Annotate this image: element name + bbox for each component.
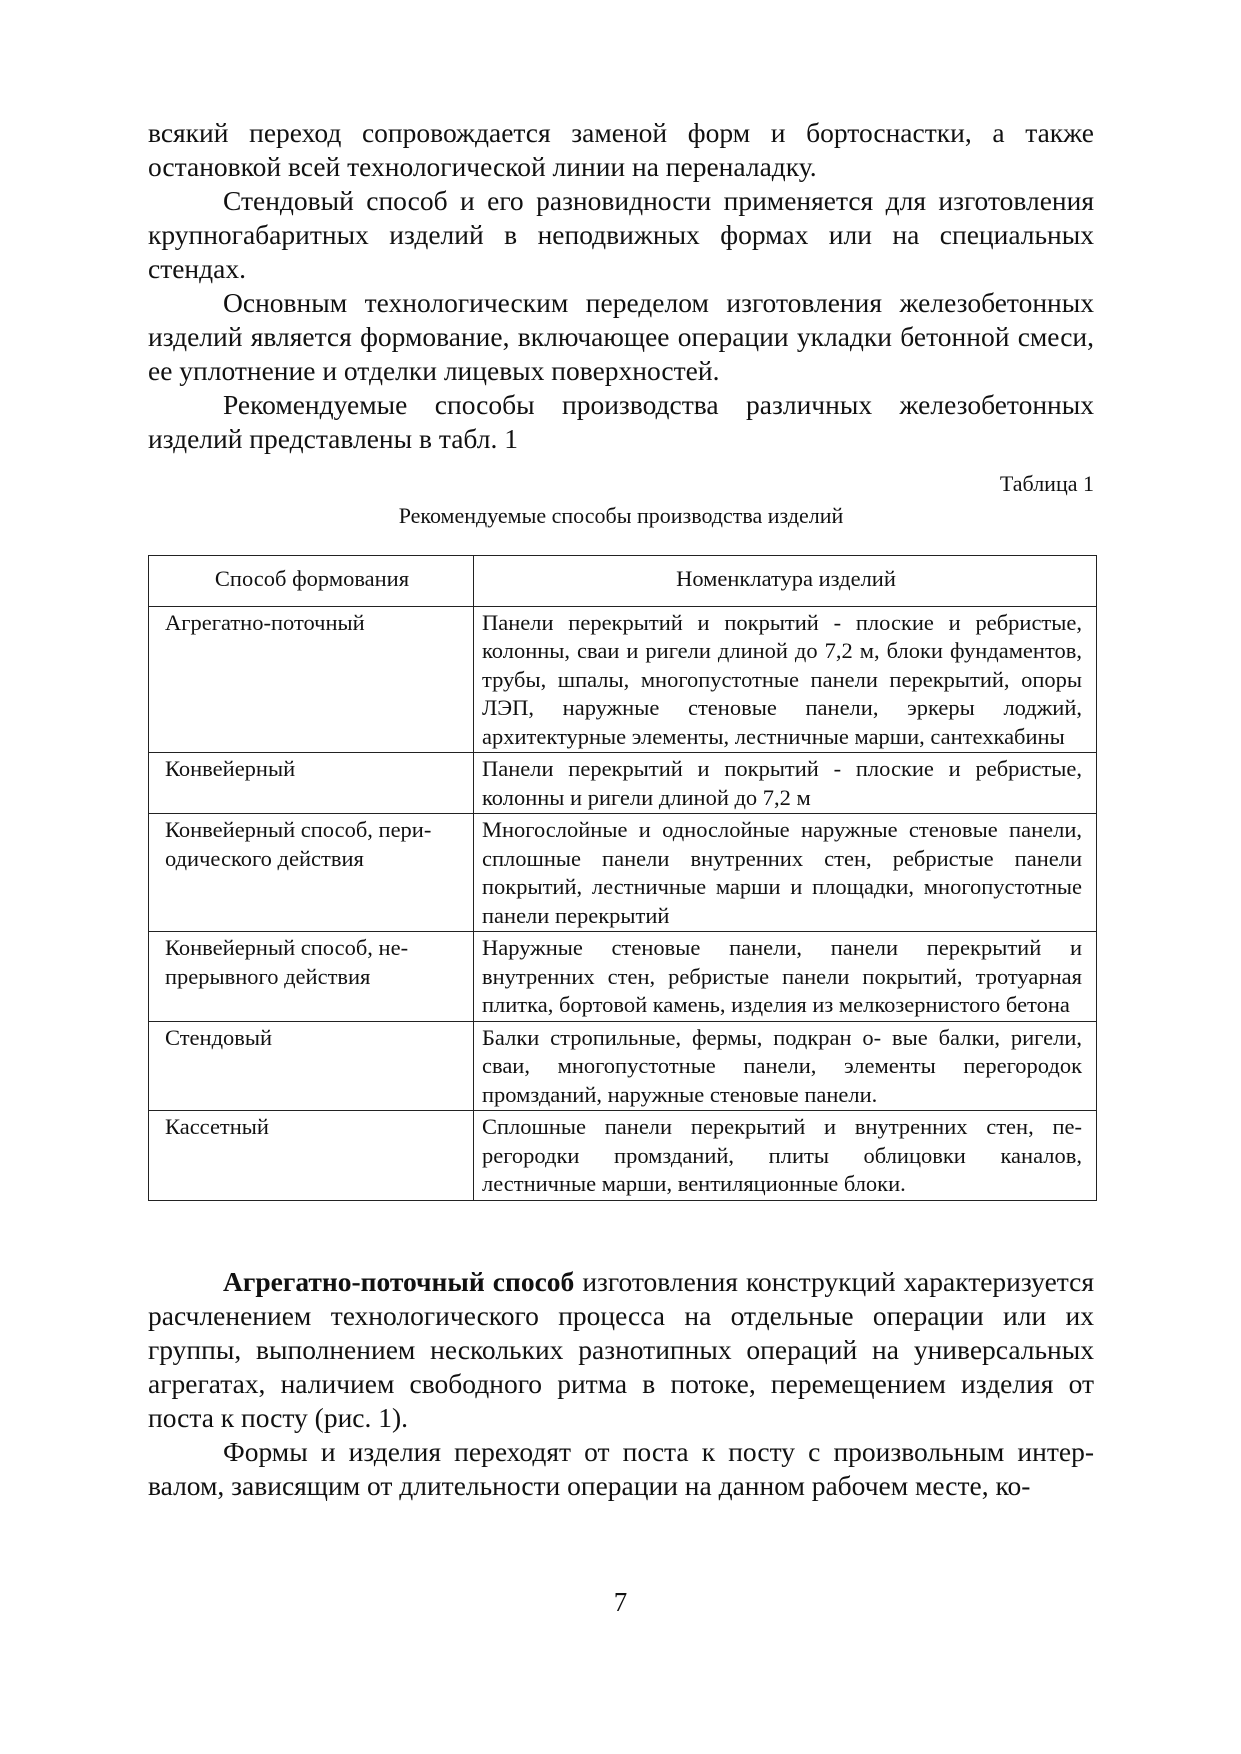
- cell-products: Балки стропильные, фермы, подкран о- вые балки, ригели, сваи, многопустотные панели, элементы перегородок промзданий, наружные стеновые панели.: [474, 1021, 1097, 1111]
- table-row: [149, 814, 1097, 932]
- paragraph-3: Основным технологическим переделом изготовления железобетонных изделий является формование, включающее операции укладки бетонной смеси, ее уплотнение и отделки лицевых поверхностей.: [148, 287, 1094, 386]
- table-row: [149, 753, 1097, 814]
- cell-products: Панели перекрытий и покрытий - плоские и ребристые, колонны и ригели длиной до 7,2 м: [474, 753, 1097, 814]
- table-row: [149, 606, 1097, 753]
- cell-method: Конвейерный: [149, 753, 474, 814]
- paragraph-1: всякий переход сопровождается заменой форм и бортоснастки, а также остановкой всей технологической линии на переналадку.: [148, 117, 1094, 182]
- cell-products: Сплошные панели перекрытий и внутренних стен, перегородки промзданий, плиты облицовки каналов, лестничные марши, вентиляционные блоки.: [474, 1111, 1097, 1201]
- table-title: Рекомендуемые способы производства изделий: [398, 503, 844, 528]
- table-number: Таблица 1: [999, 471, 1094, 496]
- cell-products: Многослойные и однослойные наружные стеновые панели, сплошные панели внутренних стен, ребристые панели покрытий, лестничные марши и площадки, многопустотные панели перекрытий: [474, 814, 1097, 932]
- table-row: [149, 1111, 1097, 1201]
- bold-term: Агрегатно-поточный способ: [223, 1265, 575, 1297]
- paragraph-aggregate-method: [148, 1265, 1094, 1435]
- column-header-method: Способ формования: [149, 556, 474, 607]
- cell-method: Стендовый: [149, 1021, 474, 1111]
- table-row: [149, 1021, 1097, 1111]
- cell-products: Наружные стеновые панели, панели перекрытий и внутренних стен, ребристые панели покрытий, тротуарная плитка, бортовой камень, изделия из мелкозернистого бетона: [474, 932, 1097, 1022]
- paragraph-4: Рекомендуемые способы производства различных железобетонных изделий представлены в табл. 1: [148, 389, 1094, 454]
- cell-products: Панели перекрытий и покрытий - плоские и ребристые, колонны, сваи и ригели длиной до 7,2 м, блоки фундаментов, трубы, шпалы, многопустотные панели перекрытий, опоры ЛЭП, наружные стеновые панели, эркеры лоджий, архитектурные элементы, лестничные марши, сантехкабины: [474, 606, 1097, 753]
- paragraph-last: Формы и изделия переходят от поста к посту с произвольным интервалом, зависящим от длительности операции на данном рабочем месте, ко-: [148, 1435, 1094, 1501]
- page-content: [148, 116, 1094, 1503]
- cell-method: Агрегатно-поточный: [149, 606, 474, 753]
- cell-method: Конвейерный способ, периодического действия: [149, 814, 474, 932]
- column-header-products: Номенклатура изделий: [474, 556, 1097, 607]
- table-row: [149, 932, 1097, 1022]
- cell-method: Конвейерный способ, непрерывного действия: [149, 932, 474, 1022]
- table-header-row: [149, 556, 1097, 607]
- paragraph-2: Стендовый способ и его разновидности применяется для изготовления крупногабаритных изделий в неподвижных формах или на специальных стендах.: [148, 185, 1094, 284]
- cell-method: Кассетный: [149, 1111, 474, 1201]
- methods-table: [148, 555, 1097, 1201]
- paragraph-aggregate-text: изготовления конструкций характеризуется расчленением технологического процесса на отдельные операции или их группы, выполнением нескольких разнотипных операций на универсальных агрегатах, наличием свободного ритма в потоке, перемещением изделия от поста к посту (рис. 1).: [148, 1265, 1094, 1433]
- page-number: 7: [613, 1587, 628, 1617]
